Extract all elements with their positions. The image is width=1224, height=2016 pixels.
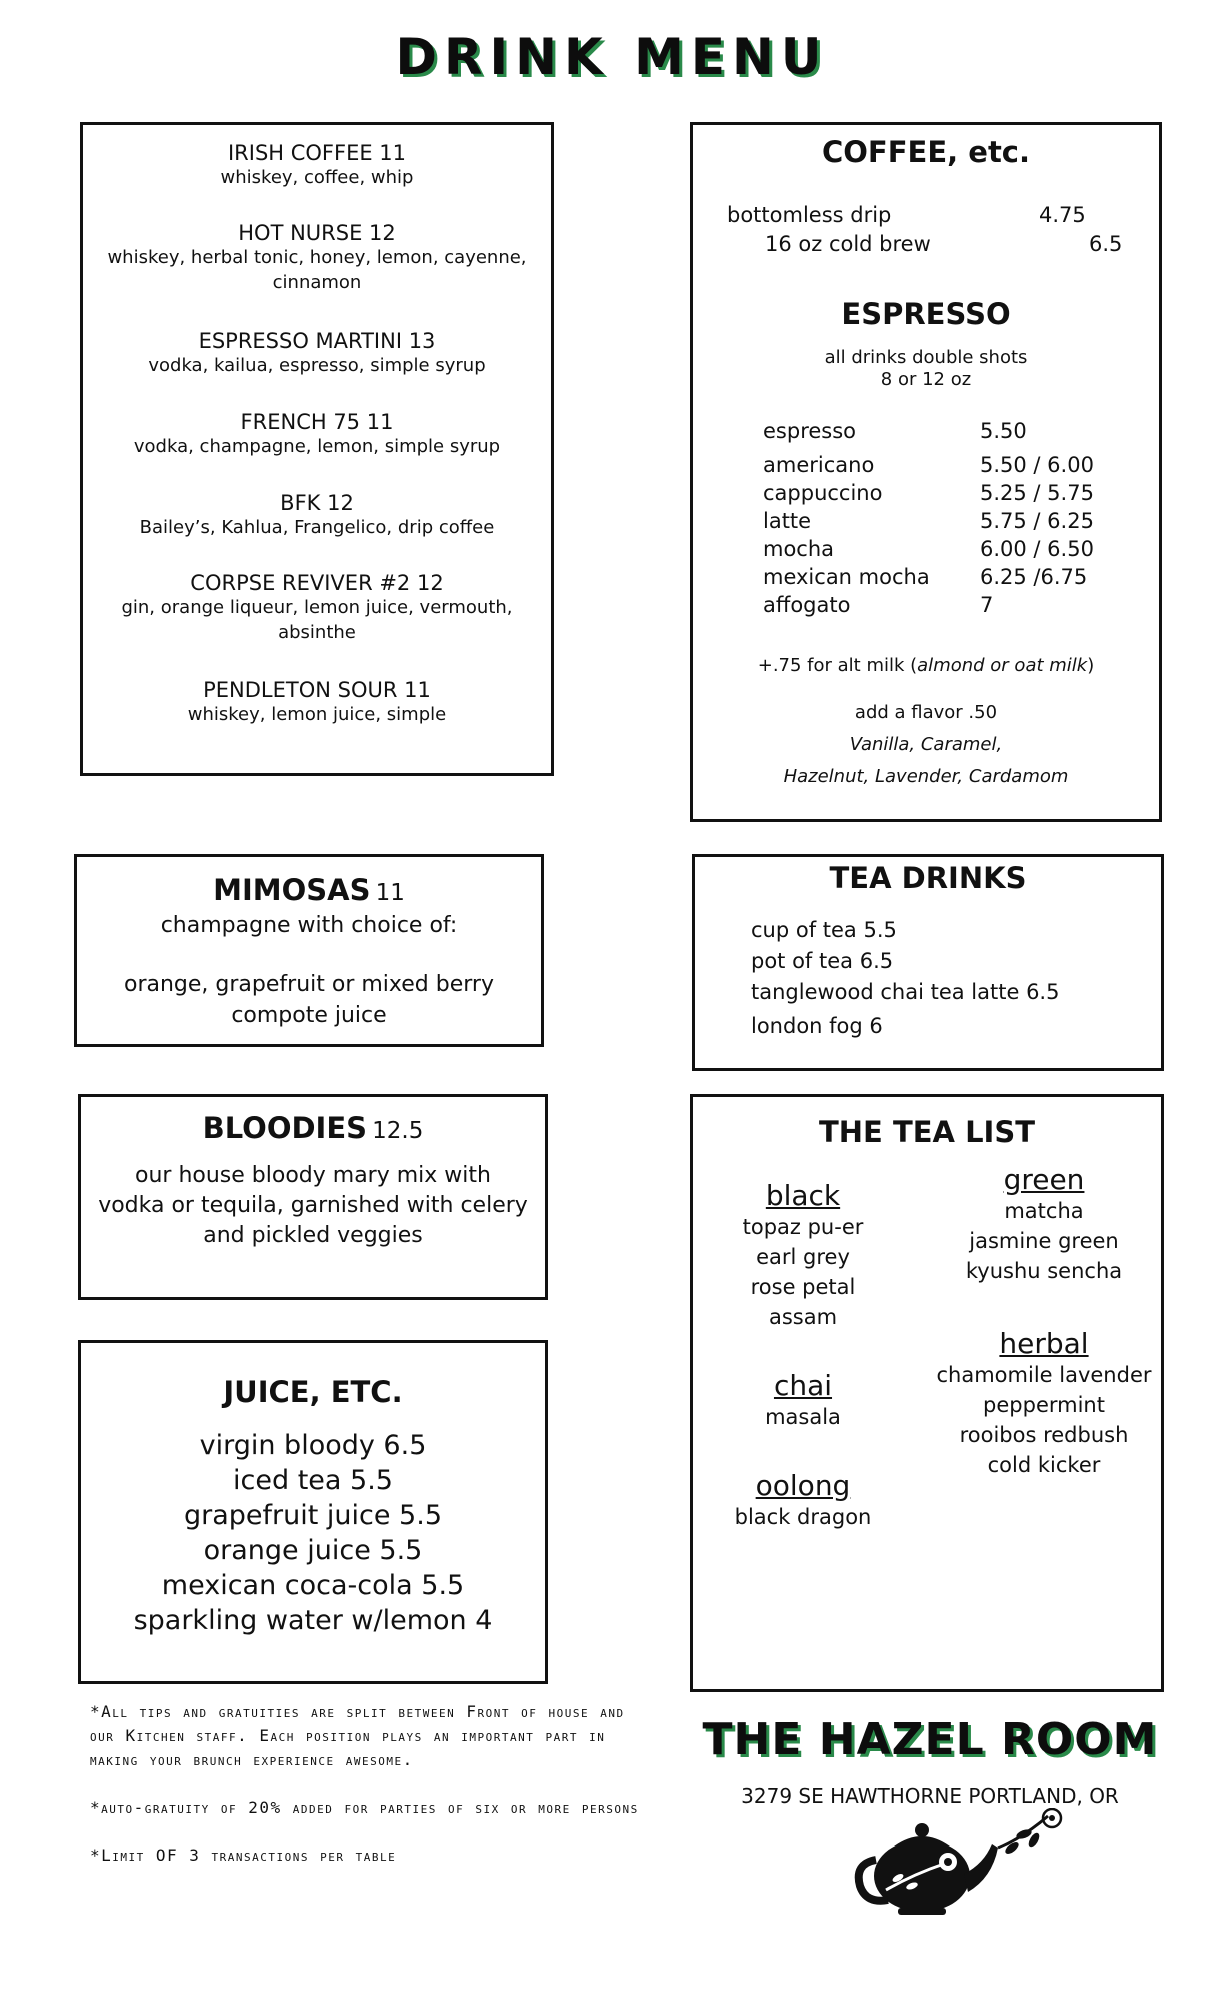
juice-list <box>81 1428 545 1638</box>
espresso-item-name: affogato <box>763 593 851 617</box>
tea-item: black dragon <box>734 1505 872 1529</box>
cocktail-desc: vodka, kailua, espresso, simple syrup <box>148 355 486 376</box>
mimosas-line: orange, grapefruit or mixed berry <box>124 972 494 997</box>
cocktail-item <box>83 329 551 378</box>
cocktails-box <box>80 122 554 776</box>
cocktail-item <box>83 221 551 295</box>
juice-item: iced tea 5.5 <box>233 1465 393 1496</box>
cocktail-item <box>83 678 551 727</box>
footnotes <box>90 1700 650 1892</box>
flavors-line: Vanilla, Caramel, <box>849 734 1003 755</box>
tea-category-label: herbal <box>999 1327 1089 1360</box>
tea-item: kyushu sencha <box>965 1259 1123 1283</box>
cocktail-item <box>83 410 551 459</box>
tea-category-chai <box>713 1369 893 1432</box>
juice-heading: JUICE, ETC. <box>223 1375 403 1409</box>
cocktail-name: IRISH COFFEE 11 <box>227 141 407 165</box>
cold-brew-price: 6.5 <box>1089 232 1123 256</box>
juice-item: virgin bloody 6.5 <box>199 1430 427 1461</box>
flavors-line: Hazelnut, Lavender, Cardamom <box>783 766 1069 787</box>
tea-category-black <box>713 1179 893 1332</box>
tea-drink-item: pot of tea 6.5 <box>751 949 894 973</box>
espresso-item-name: cappuccino <box>763 481 883 505</box>
footnote: *Limit OF 3 transactions per table <box>90 1846 397 1865</box>
cocktail-item <box>83 141 551 190</box>
tea-item: cold kicker <box>987 1453 1101 1477</box>
juice-item: sparkling water w/lemon 4 <box>133 1605 493 1636</box>
bloodies-line: our house bloody mary mix with <box>135 1163 491 1188</box>
footnote: *All tips and gratuities are split between Front of house and our Kitchen staff. Each position plays an important part in making your brunch experience awesome. <box>90 1702 625 1769</box>
flavor-line: add a flavor .50 <box>854 702 998 723</box>
espresso-item-price: 5.25 / 5.75 <box>980 481 1094 505</box>
cocktail-name: FRENCH 75 11 <box>240 410 394 434</box>
menu-title: DRINK MENU <box>395 28 829 86</box>
cocktail-desc: vodka, champagne, lemon, simple syrup <box>133 436 501 457</box>
cocktail-item <box>83 571 551 645</box>
juice-item: orange juice 5.5 <box>203 1535 423 1566</box>
espresso-item-price: 5.50 / 6.00 <box>980 453 1094 477</box>
cocktail-desc: gin, orange liqueur, lemon juice, vermouth, absinthe <box>121 597 513 643</box>
tea-drinks-heading: TEA DRINKS <box>829 861 1027 895</box>
tea-drink-item: tanglewood chai tea latte 6.5 <box>751 980 1060 1004</box>
cocktail-desc: Bailey’s, Kahlua, Frangelico, drip coffee <box>139 517 495 538</box>
cocktail-desc: whiskey, herbal tonic, honey, lemon, cayenne, cinnamon <box>107 247 527 293</box>
drip-name: bottomless drip <box>727 203 892 227</box>
tea-item: jasmine green <box>969 1229 1119 1253</box>
espresso-item-price: 6.00 / 6.50 <box>980 537 1094 561</box>
restaurant-address: 3279 SE HAWTHORNE PORTLAND, OR <box>741 1784 1119 1808</box>
espresso-item-name: latte <box>763 509 812 533</box>
tea-category-green <box>939 1163 1149 1286</box>
drip-price: 4.75 <box>1039 203 1086 227</box>
tea-category-label: green <box>1003 1163 1085 1196</box>
cold-brew-name: 16 oz cold brew <box>765 232 931 256</box>
tea-item: masala <box>765 1405 841 1429</box>
mimosas-heading: MIMOSAS <box>213 873 371 907</box>
espresso-item-name: mocha <box>763 537 835 561</box>
tea-item: rose petal <box>750 1275 856 1299</box>
espresso-note <box>693 347 1159 391</box>
juice-box <box>78 1340 548 1684</box>
bloodies-line: and pickled veggies <box>203 1223 423 1248</box>
coffee-heading: COFFEE, etc. <box>821 135 1031 169</box>
espresso-item-price: 5.50 <box>980 419 1027 443</box>
cocktail-desc: whiskey, lemon juice, simple <box>187 704 447 725</box>
alt-milk-prefix: +.75 for alt milk ( <box>757 655 918 676</box>
alt-milk-suffix: ) <box>1087 655 1095 676</box>
tea-category-label: chai <box>773 1369 833 1402</box>
cocktail-name: BFK 12 <box>280 491 354 515</box>
bloodies-line: vodka or tequila, garnished with celery <box>98 1193 528 1218</box>
espresso-item-price: 7 <box>980 593 994 617</box>
tea-category-label: oolong <box>755 1469 851 1502</box>
tea-drink-item: cup of tea 5.5 <box>751 918 897 942</box>
mimosas-price: 11 <box>375 880 405 906</box>
tea-item: topaz pu-er <box>742 1215 864 1239</box>
restaurant-name: THE HAZEL ROOM <box>702 1714 1158 1765</box>
juice-item: mexican coca-cola 5.5 <box>161 1570 465 1601</box>
espresso-item-price: 6.25 /6.75 <box>980 565 1088 589</box>
espresso-item-name: mexican mocha <box>763 565 930 589</box>
tea-category-label: black <box>765 1179 841 1212</box>
espresso-heading: ESPRESSO <box>841 297 1011 331</box>
cocktail-name: CORPSE REVIVER #2 12 <box>190 571 444 595</box>
cocktail-desc: whiskey, coffee, whip <box>220 167 414 188</box>
cocktail-name: HOT NURSE 12 <box>238 221 396 245</box>
bloodies-price: 12.5 <box>372 1118 424 1144</box>
bloodies-box <box>78 1094 548 1300</box>
espresso-item-name: espresso <box>763 419 857 443</box>
mimosas-line: champagne with choice of: <box>160 913 458 938</box>
tea-item: peppermint <box>983 1393 1105 1417</box>
espresso-item-price: 5.75 / 6.25 <box>980 509 1094 533</box>
tea-item: assam <box>768 1305 838 1329</box>
alt-milk-options: almond or oat milk <box>917 655 1088 676</box>
tea-item: chamomile lavender <box>936 1363 1152 1387</box>
tea-drink-item: london fog 6 <box>751 1014 883 1038</box>
espresso-note-line: 8 or 12 oz <box>880 369 972 390</box>
espresso-note-line: all drinks double shots <box>824 347 1028 368</box>
mimosas-box <box>74 854 544 1047</box>
tea-item: rooibos redbush <box>959 1423 1129 1447</box>
tea-drinks-box <box>692 854 1164 1071</box>
tea-category-oolong <box>713 1469 893 1532</box>
tea-category-herbal <box>929 1327 1159 1480</box>
tea-item: earl grey <box>756 1245 850 1269</box>
footnote: *auto-gratuity of 20% added for parties of six or more persons <box>90 1798 639 1817</box>
tea-drinks-list <box>751 915 1059 1042</box>
cocktail-name: PENDLETON SOUR 11 <box>203 678 431 702</box>
alt-milk-note <box>693 655 1159 676</box>
espresso-item-name: americano <box>763 453 875 477</box>
teapot-logo-icon <box>852 1808 1072 1926</box>
cocktail-item <box>83 491 551 540</box>
tea-item: matcha <box>1004 1199 1084 1223</box>
tea-list-heading: THE TEA LIST <box>818 1115 1036 1149</box>
mimosas-line: compote juice <box>231 1003 387 1028</box>
cocktail-name: ESPRESSO MARTINI 13 <box>198 329 436 353</box>
coffee-box <box>690 122 1162 822</box>
bloodies-heading: BLOODIES <box>202 1111 368 1145</box>
tea-list-box <box>690 1094 1164 1692</box>
juice-item: grapefruit juice 5.5 <box>183 1500 443 1531</box>
